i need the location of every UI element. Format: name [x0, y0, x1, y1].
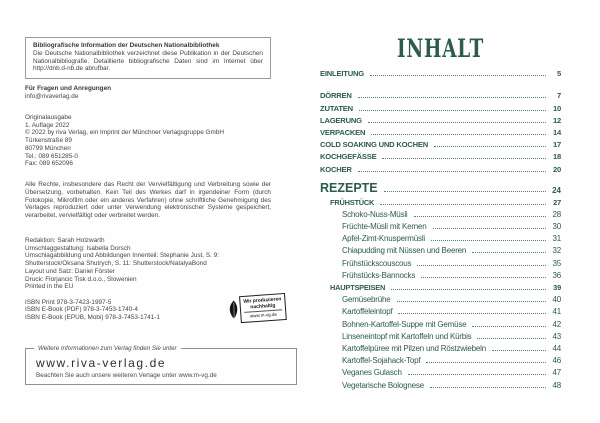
toc-label: FRÜHSTÜCK — [330, 197, 375, 207]
toc-dotted-leader — [368, 122, 546, 123]
toc-row — [320, 149, 561, 161]
toc-page-number: 39 — [553, 283, 561, 292]
text-line: Printed in the EU — [25, 283, 74, 291]
toc-label: Frühstücks-Bannocks — [342, 270, 416, 280]
toc-page-number: 14 — [552, 127, 561, 137]
toc-page-number: 40 — [552, 295, 561, 305]
toc-label: Chiapudding mit Nüssen und Beeren — [342, 246, 467, 256]
toc-dotted-leader — [426, 362, 546, 363]
text-line: Originalausgabe — [25, 114, 72, 121]
dnb-box-title: Bibliografische Information der Deutschen Nationalbibliothek — [33, 42, 220, 49]
toc-page-number: 31 — [552, 234, 561, 244]
publisher-note: Beachten Sie auch unsere weiteren Verlage unter www.m-vg.de — [36, 372, 217, 379]
leaf-icon — [227, 300, 239, 321]
toc-label: Kartoffel-Sojahack-Topf — [342, 356, 421, 366]
publisher-url: www.riva-verlag.de — [36, 356, 167, 370]
text-line: Fax: 089 652096 — [25, 160, 73, 168]
toc-page-number: 20 — [552, 164, 561, 174]
toc-dotted-leader — [380, 204, 546, 205]
toc-row — [320, 268, 561, 280]
toc-dotted-leader — [391, 289, 546, 290]
text-line: Umschlagabbildung und Abbildungen Innenteil: Stephanie Just, S. 9: Shutterstock/Oksana Shutrych, S. 11: Shutterstock/NatalyaBond — [25, 252, 219, 268]
toc-row — [320, 353, 561, 365]
toc-row — [320, 66, 561, 78]
toc-label: Frühstückscouscous — [342, 258, 412, 268]
toc-dotted-leader — [414, 216, 546, 217]
toc-row — [320, 219, 561, 231]
toc-page-number: 7 — [556, 91, 561, 101]
toc-dotted-leader — [434, 146, 546, 147]
toc-page-number: 10 — [552, 103, 561, 113]
toc-dotted-leader — [430, 387, 546, 388]
toc-row — [320, 195, 561, 207]
text-line: ISBN Print 978-3-7423-1997-5 — [25, 299, 112, 306]
toc-row — [320, 341, 561, 353]
toc-dotted-leader — [358, 171, 546, 172]
toc-row — [320, 316, 561, 328]
eco-badge-line2: nachhaltig — [250, 302, 276, 311]
toc-dotted-leader — [398, 313, 546, 314]
contact-block — [25, 85, 111, 100]
toc-page-number: 32 — [552, 246, 561, 256]
text-line: 80799 München — [25, 144, 71, 152]
toc-page-number: 24 — [552, 185, 561, 195]
toc-page-number: 36 — [552, 270, 561, 280]
toc-row — [320, 88, 561, 100]
text-line: Tel.: 089 651285-0 — [25, 152, 78, 160]
toc-page-number: 42 — [552, 319, 561, 329]
toc-label: REZEPTE — [320, 180, 378, 195]
toc-dotted-leader — [417, 265, 546, 266]
toc-row — [320, 365, 561, 377]
toc-page-number: 46 — [552, 356, 561, 366]
toc-dotted-leader — [492, 350, 546, 351]
toc-label: KOCHGEFÄSSE — [320, 152, 377, 162]
dnb-box-body: Die Deutsche Nationalbibliothek verzeichnet diese Publikation in der Deutschen Nationalbibliografie. Detaillierte bibliografische Daten sind im Internet über http://dnb.d-nb.de abrufbar. — [33, 50, 263, 73]
text-line: ISBN E-Book (PDF) 978-3-7453-1740-4 — [25, 306, 138, 314]
toc-dotted-leader — [384, 191, 546, 192]
toc-label: Kartoffelpüree mit Pilzen und Röstzwiebeln — [342, 343, 486, 353]
toc-label: KOCHER — [320, 164, 352, 174]
contact-title: Für Fragen und Anregungen — [25, 85, 112, 92]
text-line: Umschlaggestaltung: Isabella Dorsch — [25, 244, 131, 252]
toc-dotted-leader — [477, 338, 546, 339]
dnb-info-box — [25, 37, 271, 79]
toc-label: ZUTATEN — [320, 103, 353, 113]
toc-label: Vegetarische Bolognese — [342, 380, 424, 390]
text-line: ISBN E-Book (EPUB, Mobi) 978-3-7453-1741-1 — [25, 313, 160, 321]
toc-label: Bohnen-Kartoffel-Suppe mit Gemüse — [342, 319, 467, 329]
toc-row — [320, 180, 561, 195]
toc-label: HAUPTSPEISEN — [330, 283, 386, 292]
toc-label: Linseneintopf mit Kartoffeln und Kürbis — [342, 331, 472, 341]
credits-block — [25, 237, 271, 291]
eco-badge-box — [239, 293, 287, 323]
toc-dotted-leader — [408, 374, 546, 375]
toc-dotted-leader — [431, 240, 546, 241]
text-line: 1. Auflage 2022 — [25, 121, 70, 129]
toc-dotted-leader — [359, 110, 546, 111]
toc-label: LAGERUNG — [320, 115, 362, 125]
text-line: Türkenstraße 89 — [25, 137, 72, 145]
toc-page-number: 30 — [552, 222, 561, 232]
toc-page-number: 43 — [552, 331, 561, 341]
toc-row — [320, 125, 561, 137]
toc-row — [320, 231, 561, 243]
toc-dotted-leader — [472, 326, 546, 327]
isbn-block — [25, 299, 160, 321]
toc-page-number: 27 — [553, 197, 561, 207]
toc-page-number: 17 — [552, 140, 561, 150]
publisher-info-legend: Weitere Informationen zum Verlag finden Sie unter — [34, 345, 181, 352]
toc-dotted-leader — [370, 75, 546, 76]
toc-row — [320, 137, 561, 149]
rights-paragraph: Alle Rechte, insbesondere das Recht der Vervielfältigung und Verbreitung sowie der Übersetzung, vorbehalten. Kein Teil des Werkes darf in irgendeiner Form (durch Fotokopie, Mikrofilm oder ein anderes Verfahren) ohne schriftliche Genehmigung des Verlages reproduziert oder unter Verwendung elektronischer Systeme gespeichert, verarbeitet, vervielfältigt oder verbreitet werden. — [25, 181, 271, 220]
toc-row — [320, 304, 561, 316]
toc-dotted-leader — [358, 97, 546, 98]
toc-row — [320, 243, 561, 255]
toc-label: DÖRREN — [320, 91, 352, 101]
toc-dotted-leader — [397, 301, 547, 302]
toc-page-number: 28 — [552, 209, 561, 219]
edition-block — [25, 114, 224, 168]
toc-page-number: 18 — [552, 152, 561, 162]
toc-label: Apfel-Zimt-Knuspermüsli — [342, 234, 425, 244]
toc-page-number: 48 — [552, 380, 561, 390]
toc-page-number: 44 — [552, 343, 561, 353]
toc-page-number: 47 — [552, 368, 561, 378]
toc-dotted-leader — [472, 252, 546, 253]
toc-label: Kartoffeleintopf — [342, 307, 393, 317]
toc-dotted-leader — [433, 228, 546, 229]
toc-row — [320, 207, 561, 219]
text-line: Redaktion: Sarah Holzwarth — [25, 237, 105, 244]
toc-dotted-leader — [382, 158, 546, 159]
toc-dotted-leader — [421, 277, 546, 278]
toc-row — [320, 113, 561, 125]
toc-label: Veganes Gulasch — [342, 368, 402, 378]
page-title: INHALT — [396, 34, 485, 63]
toc-label: Gemüsebrühe — [342, 295, 391, 305]
toc-dotted-leader — [371, 134, 546, 135]
eco-badge-line1: Wir produzieren — [243, 296, 282, 305]
toc-label: Schoko-Nuss-Müsli — [342, 209, 408, 219]
toc-row — [320, 280, 561, 292]
toc-label: Früchte-Müsli mit Kernen — [342, 222, 427, 232]
text-line: Layout und Satz: Daniel Förster — [25, 267, 115, 275]
toc-row — [320, 100, 561, 112]
toc-row — [320, 377, 561, 389]
text-line: © 2022 by riva Verlag, ein Imprint der Münchner Verlagsgruppe GmbH — [25, 129, 225, 137]
toc-page-number: 41 — [552, 307, 561, 317]
toc-row — [320, 292, 561, 304]
toc-page-number: 35 — [552, 258, 561, 268]
toc-label: EINLEITUNG — [320, 69, 364, 79]
toc-row — [320, 161, 561, 173]
table-of-contents — [320, 66, 561, 390]
contact-email: info@rivaverlag.de — [25, 92, 79, 100]
eco-badge — [227, 292, 295, 323]
toc-page-number: 5 — [556, 69, 561, 79]
toc-label: COLD SOAKING UND KOCHEN — [320, 140, 429, 150]
toc-row — [320, 329, 561, 341]
toc-page-number: 12 — [552, 115, 561, 125]
text-line: Druck: Florjancic Tisk d.o.o., Slowenien — [25, 275, 137, 283]
eco-badge-url: www.m-vg.de — [244, 309, 282, 319]
publisher-info-box — [25, 345, 297, 385]
toc-label: VERPACKEN — [320, 127, 366, 137]
toc-row — [320, 255, 561, 267]
